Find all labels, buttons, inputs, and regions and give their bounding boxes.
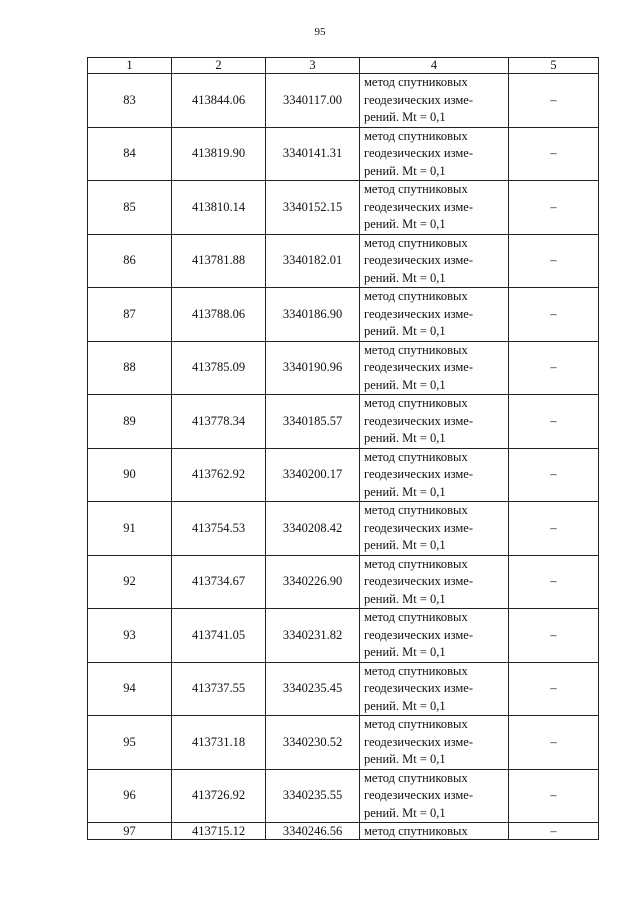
method-line-3: рений. Mt = 0,1 bbox=[364, 591, 446, 606]
note-dash: – bbox=[509, 555, 599, 609]
note-dash: – bbox=[509, 74, 599, 128]
method-line-3: рений. Mt = 0,1 bbox=[364, 270, 446, 285]
method-line-1: метод спутниковых bbox=[364, 396, 468, 410]
method-line-2: геодезических изме- bbox=[364, 146, 473, 160]
y-coordinate: 3340235.55 bbox=[266, 769, 360, 823]
header-row bbox=[88, 58, 599, 74]
method-line-2: геодезических изме- bbox=[364, 520, 473, 535]
method-line-2: геодезических изме- bbox=[364, 467, 473, 481]
y-coordinate: 3340185.57 bbox=[266, 395, 360, 449]
method-description bbox=[360, 716, 509, 770]
x-coordinate: 413819.90 bbox=[172, 127, 266, 181]
x-coordinate: 413788.06 bbox=[172, 288, 266, 342]
y-coordinate: 3340186.90 bbox=[266, 288, 360, 342]
method-line-3: рений. Mt = 0,1 bbox=[364, 698, 446, 713]
table-row bbox=[88, 74, 599, 128]
method-line-2: геодезических изме- bbox=[364, 788, 473, 802]
note-dash: – bbox=[509, 662, 599, 716]
x-coordinate: 413785.09 bbox=[172, 341, 266, 395]
note-dash: – bbox=[509, 181, 599, 235]
method-description bbox=[360, 502, 509, 556]
method-line-1: метод спутниковых bbox=[364, 449, 468, 464]
point-number: 85 bbox=[88, 181, 172, 235]
method-description bbox=[360, 769, 509, 823]
method-description bbox=[360, 181, 509, 235]
method-line-2: геодезических изме- bbox=[364, 253, 473, 267]
x-coordinate: 413737.55 bbox=[172, 662, 266, 716]
x-coordinate: 413810.14 bbox=[172, 181, 266, 235]
table-row bbox=[88, 288, 599, 342]
note-dash: – bbox=[509, 234, 599, 288]
method-line-2: геодезических изме- bbox=[364, 199, 473, 214]
method-line-2: геодезических изме- bbox=[364, 306, 473, 321]
method-line-1: метод спутниковых bbox=[364, 717, 468, 731]
table-row bbox=[88, 609, 599, 663]
point-number: 84 bbox=[88, 127, 172, 181]
method-line-1: метод спутниковых bbox=[364, 75, 468, 89]
point-number: 97 bbox=[88, 823, 172, 840]
method-description bbox=[360, 341, 509, 395]
note-dash: – bbox=[509, 288, 599, 342]
point-number: 92 bbox=[88, 555, 172, 609]
method-line-1: метод спутниковых bbox=[364, 610, 468, 624]
method-line-3: рений. Mt = 0,1 bbox=[364, 110, 446, 124]
method-line-3: рений. Mt = 0,1 bbox=[364, 645, 446, 659]
note-dash: – bbox=[509, 823, 599, 840]
note-dash: – bbox=[509, 448, 599, 502]
table-row bbox=[88, 127, 599, 181]
method-line-1: метод спутниковых bbox=[364, 663, 468, 678]
point-number: 91 bbox=[88, 502, 172, 556]
method-line-1: метод спутниковых bbox=[364, 770, 468, 785]
x-coordinate: 413778.34 bbox=[172, 395, 266, 449]
y-coordinate: 3340231.82 bbox=[266, 609, 360, 663]
y-coordinate: 3340200.17 bbox=[266, 448, 360, 502]
note-dash: – bbox=[509, 395, 599, 449]
coordinates-table bbox=[87, 57, 599, 840]
method-line-1: метод спутниковых bbox=[364, 824, 468, 838]
x-coordinate: 413731.18 bbox=[172, 716, 266, 770]
method-line-2: геодезических изме- bbox=[364, 413, 473, 428]
table-row bbox=[88, 502, 599, 556]
x-coordinate: 413726.92 bbox=[172, 769, 266, 823]
point-number: 96 bbox=[88, 769, 172, 823]
y-coordinate: 3340208.42 bbox=[266, 502, 360, 556]
y-coordinate: 3340235.45 bbox=[266, 662, 360, 716]
table-row-last bbox=[88, 823, 599, 840]
x-coordinate: 413762.92 bbox=[172, 448, 266, 502]
note-dash: – bbox=[509, 609, 599, 663]
note-dash: – bbox=[509, 502, 599, 556]
y-coordinate: 3340190.96 bbox=[266, 341, 360, 395]
column-header-3: 3 bbox=[266, 58, 360, 74]
method-line-1: метод спутниковых bbox=[364, 342, 468, 357]
method-line-3: рений. Mt = 0,1 bbox=[364, 377, 446, 392]
table-row bbox=[88, 395, 599, 449]
y-coordinate: 3340141.31 bbox=[266, 127, 360, 181]
y-coordinate: 3340246.56 bbox=[266, 823, 360, 840]
method-line-2: геодезических изме- bbox=[364, 574, 473, 588]
method-line-1: метод спутниковых bbox=[364, 235, 468, 250]
table-row bbox=[88, 662, 599, 716]
column-header-2: 2 bbox=[172, 58, 266, 74]
y-coordinate: 3340182.01 bbox=[266, 234, 360, 288]
method-line-3: рений. Mt = 0,1 bbox=[364, 217, 446, 231]
method-description bbox=[360, 74, 509, 128]
point-number: 93 bbox=[88, 609, 172, 663]
note-dash: – bbox=[509, 769, 599, 823]
table-row bbox=[88, 234, 599, 288]
method-description bbox=[360, 234, 509, 288]
table-row bbox=[88, 716, 599, 770]
method-line-1: метод спутниковых bbox=[364, 556, 468, 571]
method-description bbox=[360, 127, 509, 181]
point-number: 90 bbox=[88, 448, 172, 502]
x-coordinate: 413754.53 bbox=[172, 502, 266, 556]
method-line-2: геодезических изме- bbox=[364, 360, 473, 374]
method-line-2: геодезических изме- bbox=[364, 627, 473, 642]
method-line-3: рений. Mt = 0,1 bbox=[364, 163, 446, 178]
point-number: 88 bbox=[88, 341, 172, 395]
table-header bbox=[88, 58, 599, 74]
y-coordinate: 3340152.15 bbox=[266, 181, 360, 235]
method-line-3: рений. Mt = 0,1 bbox=[364, 752, 446, 766]
y-coordinate: 3340230.52 bbox=[266, 716, 360, 770]
table-row bbox=[88, 769, 599, 823]
table-row bbox=[88, 341, 599, 395]
table-row bbox=[88, 555, 599, 609]
method-line-3: рений. Mt = 0,1 bbox=[364, 484, 446, 499]
page-number: 95 bbox=[314, 26, 326, 38]
method-line-1: метод спутниковых bbox=[364, 503, 468, 517]
method-line-2: геодезических изме- bbox=[364, 734, 473, 749]
point-number: 89 bbox=[88, 395, 172, 449]
x-coordinate: 413781.88 bbox=[172, 234, 266, 288]
column-header-5: 5 bbox=[509, 58, 599, 74]
method-description bbox=[360, 555, 509, 609]
table-body bbox=[88, 74, 599, 840]
method-description bbox=[360, 395, 509, 449]
method-line-1: метод спутниковых bbox=[364, 289, 468, 303]
note-dash: – bbox=[509, 341, 599, 395]
point-number: 95 bbox=[88, 716, 172, 770]
note-dash: – bbox=[509, 127, 599, 181]
y-coordinate: 3340117.00 bbox=[266, 74, 360, 128]
method-line-3: рений. Mt = 0,1 bbox=[364, 805, 446, 820]
point-number: 87 bbox=[88, 288, 172, 342]
x-coordinate: 413734.67 bbox=[172, 555, 266, 609]
point-number: 83 bbox=[88, 74, 172, 128]
method-line-3: рений. Mt = 0,1 bbox=[364, 431, 446, 445]
method-description bbox=[360, 448, 509, 502]
method-description bbox=[360, 662, 509, 716]
note-dash: – bbox=[509, 716, 599, 770]
column-header-1: 1 bbox=[88, 58, 172, 74]
method-description bbox=[360, 609, 509, 663]
y-coordinate: 3340226.90 bbox=[266, 555, 360, 609]
method-description bbox=[360, 288, 509, 342]
x-coordinate: 413715.12 bbox=[172, 823, 266, 840]
method-line-1: метод спутниковых bbox=[364, 128, 468, 143]
column-header-4: 4 bbox=[360, 58, 509, 74]
method-line-1: метод спутниковых bbox=[364, 182, 468, 196]
table-row bbox=[88, 181, 599, 235]
method-line-3: рений. Mt = 0,1 bbox=[364, 538, 446, 552]
point-number: 86 bbox=[88, 234, 172, 288]
method-line-2: геодезических изме- bbox=[364, 681, 473, 695]
method-line-3: рений. Mt = 0,1 bbox=[364, 324, 446, 338]
method-description bbox=[360, 823, 509, 840]
point-number: 94 bbox=[88, 662, 172, 716]
x-coordinate: 413741.05 bbox=[172, 609, 266, 663]
table-row bbox=[88, 448, 599, 502]
x-coordinate: 413844.06 bbox=[172, 74, 266, 128]
method-line-2: геодезических изме- bbox=[364, 92, 473, 107]
